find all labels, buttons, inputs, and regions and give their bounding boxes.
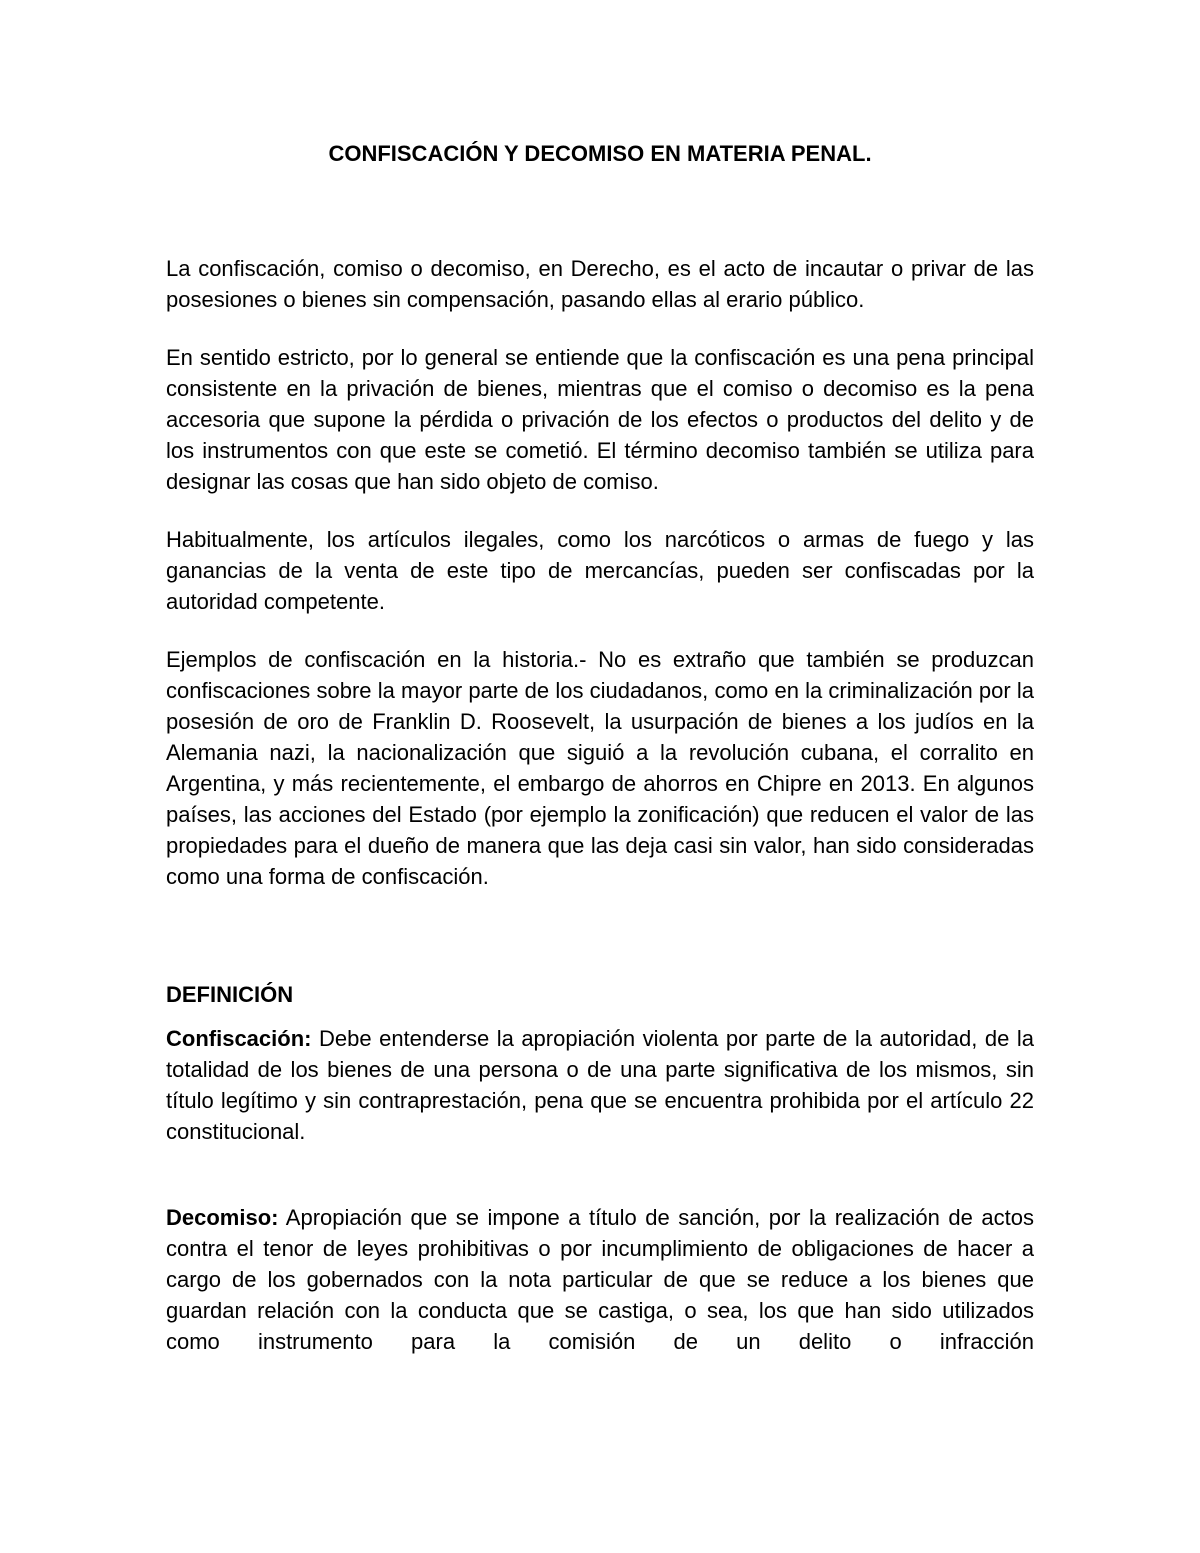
- paragraph-history-examples: Ejemplos de confiscación en la historia.- No es extraño que también se produzcan confiscaciones sobre la mayor parte de los ciudadanos, como en la criminalización por la posesión de oro de Franklin D. Roosevelt, la usurpación de bienes a los judíos en la Alemania nazi, la nacionalización que siguió a la revolución cubana, el corralito en Argentina, y más recientemente, el embargo de ahorros en Chipre en 2013. En algunos países, las acciones del Estado (por ejemplo la zonificación) que reducen el valor de las propiedades para el dueño de manera que las deja casi sin valor, han sido consideradas como una forma de confiscación.: [166, 647, 1034, 889]
- document-body: [166, 139, 1034, 1357]
- definition-decomiso: [166, 1202, 1034, 1357]
- paragraph-definition-intro: La confiscación, comiso o decomiso, en Derecho, es el acto de incautar o privar de las posesiones o bienes sin compensación, pasando ellas al erario público.: [166, 256, 1034, 312]
- definition-term: Decomiso:: [166, 1205, 279, 1230]
- definition-confiscacion: [166, 1023, 1034, 1147]
- paragraph-strict-sense: En sentido estricto, por lo general se entiende que la confiscación es una pena principal consistente en la privación de bienes, mientras que el comiso o decomiso es la pena accesoria que supone la pérdida o privación de los efectos o productos del delito y de los instrumentos con que este se cometió. El término decomiso también se utiliza para designar las cosas que han sido objeto de comiso.: [166, 345, 1034, 494]
- definition-term: Confiscación:: [166, 1026, 312, 1051]
- definition-text: Apropiación que se impone a título de sanción, por la realización de actos contra el tenor de leyes prohibitivas o por incumplimiento de obligaciones de hacer a cargo de los gobernados con la nota particular de que se reduce a los bienes que guardan relación con la conducta que se castiga, o sea, los que han sido utilizados como instrumento para la comisión de un delito o infracción: [166, 1205, 1034, 1354]
- definition-text: Debe entenderse la apropiación violenta por parte de la autoridad, de la totalidad de los bienes de una persona o de una parte significativa de los mismos, sin título legítimo y sin contraprestación, pena que se encuentra prohibida por el artículo 22 constitucional.: [166, 1026, 1034, 1144]
- paragraph-illegal-items: Habitualmente, los artículos ilegales, como los narcóticos o armas de fuego y las ganancias de la venta de este tipo de mercancías, pueden ser confiscadas por la autoridad competente.: [166, 527, 1034, 614]
- document-title: CONFISCACIÓN Y DECOMISO EN MATERIA PENAL.: [328, 141, 872, 166]
- definition-heading: DEFINICIÓN: [166, 982, 294, 1007]
